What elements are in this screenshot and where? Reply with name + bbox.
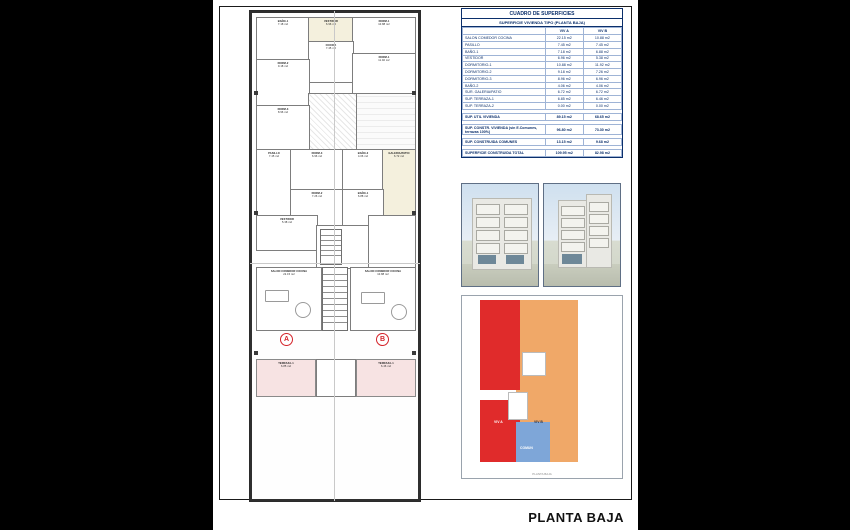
entry-hall (316, 359, 356, 397)
room-dorm-3-b (290, 149, 344, 191)
wall (418, 11, 420, 501)
room-area: 8.96 m2 (277, 111, 289, 115)
room-salon-b (350, 267, 416, 331)
key-plan-label-viv-a: VIV A (494, 420, 503, 424)
ground-floor-glazing (506, 255, 524, 264)
plan-outline (249, 10, 421, 502)
ground-floor-glazing (562, 254, 582, 264)
balcony (476, 204, 500, 215)
stair-run-upper (320, 229, 342, 265)
room-area: 4.06 m2 (357, 155, 369, 159)
sheet-title: PLANTA BAJA (528, 510, 624, 525)
pillar (412, 351, 416, 355)
table-row: PASILLO 7.45 m2 7.45 m2 (463, 41, 622, 48)
room-label: BAÑO-1 (357, 192, 369, 195)
room-area: 7.45 m2 (268, 155, 280, 159)
room-terrace-tile (356, 93, 416, 151)
pillar (254, 211, 258, 215)
guide-line (334, 11, 335, 501)
balcony (589, 202, 609, 212)
table-total-row: SUPERFICIE CONSTRUIDA TOTAL 109.95 m2 82.98 m2 (463, 150, 622, 157)
key-plan-core (522, 352, 546, 376)
room-vestidor-b (256, 215, 318, 251)
key-plan (461, 295, 623, 479)
room-dorm-3-a (256, 105, 310, 151)
key-plan-zone-comun (516, 422, 550, 462)
table-round (391, 304, 407, 320)
room-cocina-a (308, 41, 354, 83)
stair-run-lower (322, 267, 348, 331)
pillar (254, 91, 258, 95)
table-total-row: SUP. UTIL VIVIENDA 89.15 m2 68.65 m2 (463, 113, 622, 120)
room-label: GALERIA/PATIO (388, 152, 410, 155)
guide-line (250, 263, 420, 264)
table-row: BAÑO-1 7.18 m2 6.88 m2 (463, 48, 622, 55)
room-area: 6.72 m2 (393, 155, 405, 159)
room-label: TERRAZA-1 (378, 362, 394, 365)
balcony (589, 238, 609, 248)
sofa (361, 292, 385, 304)
balcony (561, 242, 585, 252)
room-area: 10.88 m2 (377, 273, 389, 277)
room-label: DORM-3 (277, 108, 289, 111)
table-row: BAÑO-2 4.06 m2 4.06 m2 (463, 82, 622, 89)
render-images (461, 183, 621, 285)
room-bano-2 (342, 149, 384, 191)
room-area: 10.88 m2 (378, 23, 390, 27)
room-area: 6.85 m2 (280, 365, 292, 369)
balcony (476, 243, 500, 254)
letterbox-left (0, 0, 213, 530)
ground-floor-glazing (478, 255, 496, 264)
letterbox-right (638, 0, 850, 530)
wall (250, 499, 420, 501)
section-marker-b: B (376, 333, 389, 346)
room-label: BAÑO-2 (357, 152, 369, 155)
room-dorm-2-a (256, 59, 310, 107)
table-round (295, 302, 311, 318)
floor-plan (249, 10, 419, 510)
room-area: 6.46 m2 (380, 365, 392, 369)
room-area: 6.96 m2 (311, 155, 323, 159)
balcony (476, 230, 500, 241)
room-area: 7.18 m2 (277, 23, 289, 27)
surface-rows (462, 27, 622, 157)
pillar (254, 351, 258, 355)
room-label: BAÑO-1 (277, 20, 289, 23)
table-row: DORMITORIO-1 10.88 m2 11.92 m2 (463, 62, 622, 69)
table-row: SUR. GALERIA/PATIO 6.72 m2 6.72 m2 (463, 89, 622, 96)
room-label: TERRAZA-1 (278, 362, 294, 365)
room-label: SALON COMEDOR COCINA (270, 270, 308, 273)
balcony (589, 226, 609, 236)
render-facade-front (461, 183, 539, 287)
key-plan-label-comun: COMUN (520, 446, 533, 450)
terraza-1-a (256, 359, 316, 397)
pillar (412, 91, 416, 95)
balcony (561, 218, 585, 228)
balcony (476, 217, 500, 228)
room-label: VESTIDOR (279, 218, 295, 221)
sofa (265, 290, 289, 302)
room-area: 9.18 m2 (277, 65, 289, 69)
room-label: SALON COMEDOR COCINA (364, 270, 402, 273)
room-area: 7.45 m2 (325, 47, 337, 51)
section-marker-a: A (280, 333, 293, 346)
table-row: SUP. TERRAZA-2 0.00 m2 0.00 m2 (463, 102, 622, 109)
room-label: DORM-2 (277, 62, 289, 65)
room-label: DORM-2 (311, 192, 323, 195)
balcony (561, 206, 585, 216)
room-label: PASILLO (268, 152, 280, 155)
key-plan-void (508, 392, 528, 420)
room-patio-hatch (308, 93, 358, 151)
table-row: SALON COMEDOR COCINA 22.15 m2 10.88 m2 (463, 35, 622, 42)
terraza-1-b (356, 359, 416, 397)
table-total-row: SUP. CONSTR. VIVIENDA (sin E.Comunes, terrazas 100%) 96.80 m2 73.30 m2 (463, 124, 622, 134)
balcony (504, 243, 528, 254)
balcony (589, 214, 609, 224)
key-plan-label-viv-b: VIV B (534, 420, 543, 424)
pillar (412, 211, 416, 215)
table-row: DORMITORIO-2 9.18 m2 7.26 m2 (463, 69, 622, 76)
table-row: VESTIDOR 6.96 m2 5.38 m2 (463, 55, 622, 62)
room-area: 22.15 m2 (283, 273, 295, 277)
drawing-sheet (213, 0, 638, 530)
room-bano-1-a (256, 17, 310, 61)
table-row: SUP. TERRAZA-1 6.85 m2 6.46 m2 (463, 96, 622, 103)
balcony (504, 230, 528, 241)
render-facade-corner (543, 183, 621, 287)
wall (250, 11, 420, 13)
room-dorm-1-b (352, 53, 416, 95)
room-dorm-1-a (352, 17, 416, 55)
table-subtitle: SUPERFICIE VIVIENDA TIPO (PLANTA BAJA) (462, 19, 622, 27)
room-salon-a (256, 267, 322, 331)
table-header-row (463, 28, 622, 35)
col-blank (463, 28, 546, 35)
room-vestidor-a (308, 17, 354, 43)
room-label: DORM-1 (378, 56, 390, 59)
table-total-row: SUP. CONSTRUIDA COMUNES 13.15 m2 9.68 m2 (463, 139, 622, 146)
balcony (561, 230, 585, 240)
room-label: COCINA (325, 44, 337, 47)
key-plan-zone-a-upper (480, 300, 520, 390)
room-label: VESTIDOR (323, 20, 339, 23)
room-galeria-patio (382, 149, 416, 217)
table-row: DORMITORIO-3 8.96 m2 6.96 m2 (463, 75, 622, 82)
room-area: 6.88 m2 (357, 195, 369, 199)
room-area: 6.96 m2 (325, 23, 337, 27)
balcony (504, 204, 528, 215)
room-area: 7.26 m2 (311, 195, 323, 199)
surface-table (461, 8, 623, 158)
table-title: CUADRO DE SUPERFICIES (462, 9, 622, 19)
key-plan-footer: PLANTA BAJA (532, 472, 552, 476)
room-label: DORM-1 (378, 20, 390, 23)
col-viv-b: VIV B (583, 28, 621, 35)
wall (250, 11, 252, 501)
room-pasillo (256, 149, 292, 217)
col-viv-a: VIV A (545, 28, 583, 35)
room-label: DORM-3 (311, 152, 323, 155)
room-area: 11.92 m2 (378, 59, 390, 63)
room-area: 5.38 m2 (281, 221, 293, 225)
common-area (368, 215, 416, 269)
balcony (504, 217, 528, 228)
